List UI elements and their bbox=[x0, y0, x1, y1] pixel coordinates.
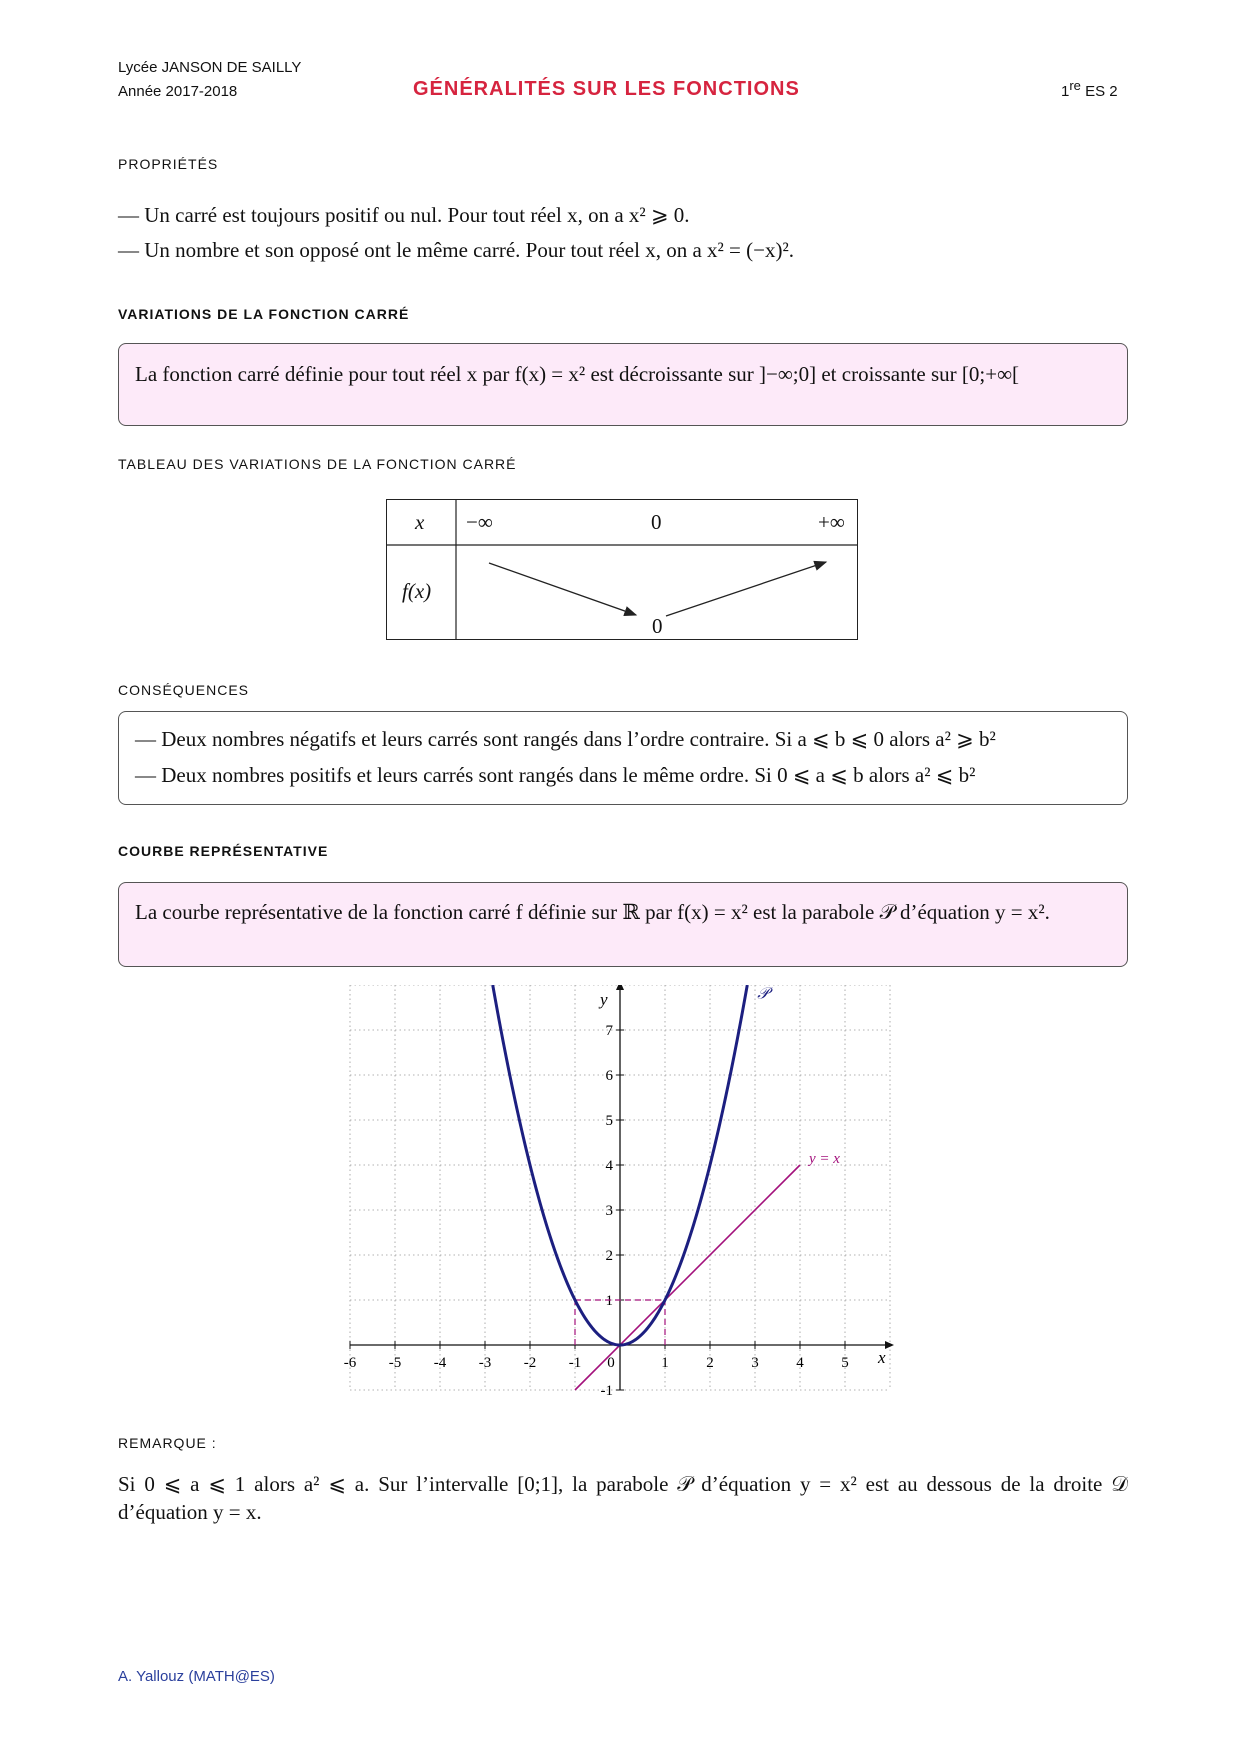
x-axis-label: x bbox=[878, 1348, 886, 1367]
consequences-box bbox=[118, 711, 1128, 805]
courbe-box bbox=[118, 882, 1128, 967]
x-tick-label: 1 bbox=[661, 1355, 669, 1371]
x-tick-label: -1 bbox=[568, 1355, 582, 1371]
section-courbe: COURBE REPRÉSENTATIVE bbox=[118, 843, 329, 859]
variations-box bbox=[118, 343, 1128, 426]
consequence-item-1: — Deux nombres négatifs et leurs carrés sont rangés dans l’ordre contraire. Si a ⩽ b ⩽ 0 alors a² ⩾ b² bbox=[135, 727, 996, 751]
propriete-item-1: — Un carré est toujours positif ou nul. Pour tout réel x, on a x² ⩾ 0. bbox=[118, 203, 690, 227]
variation-table-lines bbox=[386, 499, 858, 640]
x-tick-label: 4 bbox=[796, 1355, 804, 1371]
y-tick-label: 4 bbox=[605, 1158, 613, 1174]
class-label: 1re ES 2 bbox=[1061, 78, 1118, 100]
decreasing-arrow bbox=[489, 563, 636, 615]
section-consequences: CONSÉQUENCES bbox=[118, 682, 250, 698]
consequence-item-2: — Deux nombres positifs et leurs carrés sont rangés dans le même ordre. Si 0 ⩽ a ⩽ b alors a² ⩽ b² bbox=[135, 763, 976, 787]
parabola-chart bbox=[340, 985, 910, 1405]
page-title: GÉNÉRALITÉS SUR LES FONCTIONS bbox=[413, 78, 800, 100]
school-name: Lycée JANSON DE SAILLY bbox=[118, 59, 302, 76]
y-axis-arrow bbox=[616, 985, 624, 990]
x-tick-label: -3 bbox=[478, 1355, 492, 1371]
y-tick-label: 5 bbox=[605, 1113, 613, 1129]
increasing-arrow bbox=[666, 562, 826, 616]
x-tick-label: -4 bbox=[433, 1355, 447, 1371]
line-label: y = x bbox=[809, 1150, 840, 1167]
variation-table bbox=[386, 499, 858, 640]
section-proprietes: PROPRIÉTÉS bbox=[118, 156, 219, 172]
x-tick-label: 3 bbox=[751, 1355, 759, 1371]
line-y-equals-x bbox=[575, 1165, 800, 1390]
x-tick-label: -6 bbox=[343, 1355, 357, 1371]
table-x-label: x bbox=[415, 510, 425, 534]
table-zero: 0 bbox=[651, 510, 662, 534]
y-tick-label: -1 bbox=[600, 1383, 613, 1399]
y-tick-label: 2 bbox=[605, 1248, 613, 1264]
table-fx-label: f(x) bbox=[402, 579, 432, 603]
variations-text: La fonction carré définie pour tout réel x par f(x) = x² est décroissante sur ]−∞;0] et croissante sur [0;+∞[ bbox=[135, 362, 1020, 386]
y-tick-label: 7 bbox=[605, 1023, 613, 1039]
x-axis-arrow bbox=[885, 1341, 894, 1349]
x-tick-label: 5 bbox=[841, 1355, 849, 1371]
parabola-label: 𝒫 bbox=[757, 985, 769, 1003]
table-minus-inf: −∞ bbox=[466, 510, 493, 534]
courbe-text: La courbe représentative de la fonction carré f définie sur ℝ par f(x) = x² est la parabole 𝒫 d’équation y = x². bbox=[135, 900, 1050, 924]
section-variations: VARIATIONS DE LA FONCTION CARRÉ bbox=[118, 306, 410, 322]
propriete-item-2: — Un nombre et son opposé ont le même carré. Pour tout réel x, on a x² = (−x)². bbox=[118, 238, 795, 262]
x-tick-label: 0 bbox=[607, 1355, 615, 1371]
section-remarque: REMARQUE : bbox=[118, 1435, 217, 1451]
section-tableau: TABLEAU DES VARIATIONS DE LA FONCTION CARRÉ bbox=[118, 456, 517, 472]
x-tick-label: -2 bbox=[523, 1355, 537, 1371]
y-axis-label: y bbox=[600, 990, 608, 1009]
school-year: Année 2017-2018 bbox=[118, 83, 238, 100]
y-tick-label: 6 bbox=[605, 1068, 613, 1084]
table-plus-inf: +∞ bbox=[818, 510, 845, 534]
x-tick-label: 2 bbox=[706, 1355, 714, 1371]
y-tick-label: 3 bbox=[605, 1203, 613, 1219]
y-tick-label: 1 bbox=[605, 1293, 613, 1309]
table-min-value: 0 bbox=[652, 614, 663, 638]
x-tick-label: -5 bbox=[388, 1355, 402, 1371]
footer-author: A. Yallouz (MATH@ES) bbox=[118, 1668, 275, 1685]
remarque-text: Si 0 ⩽ a ⩽ 1 alors a² ⩽ a. Sur l’intervalle [0;1], la parabole 𝒫 d’équation y = x² est au dessous de la droite 𝒟 d’équation y = x. bbox=[118, 1472, 1128, 1524]
